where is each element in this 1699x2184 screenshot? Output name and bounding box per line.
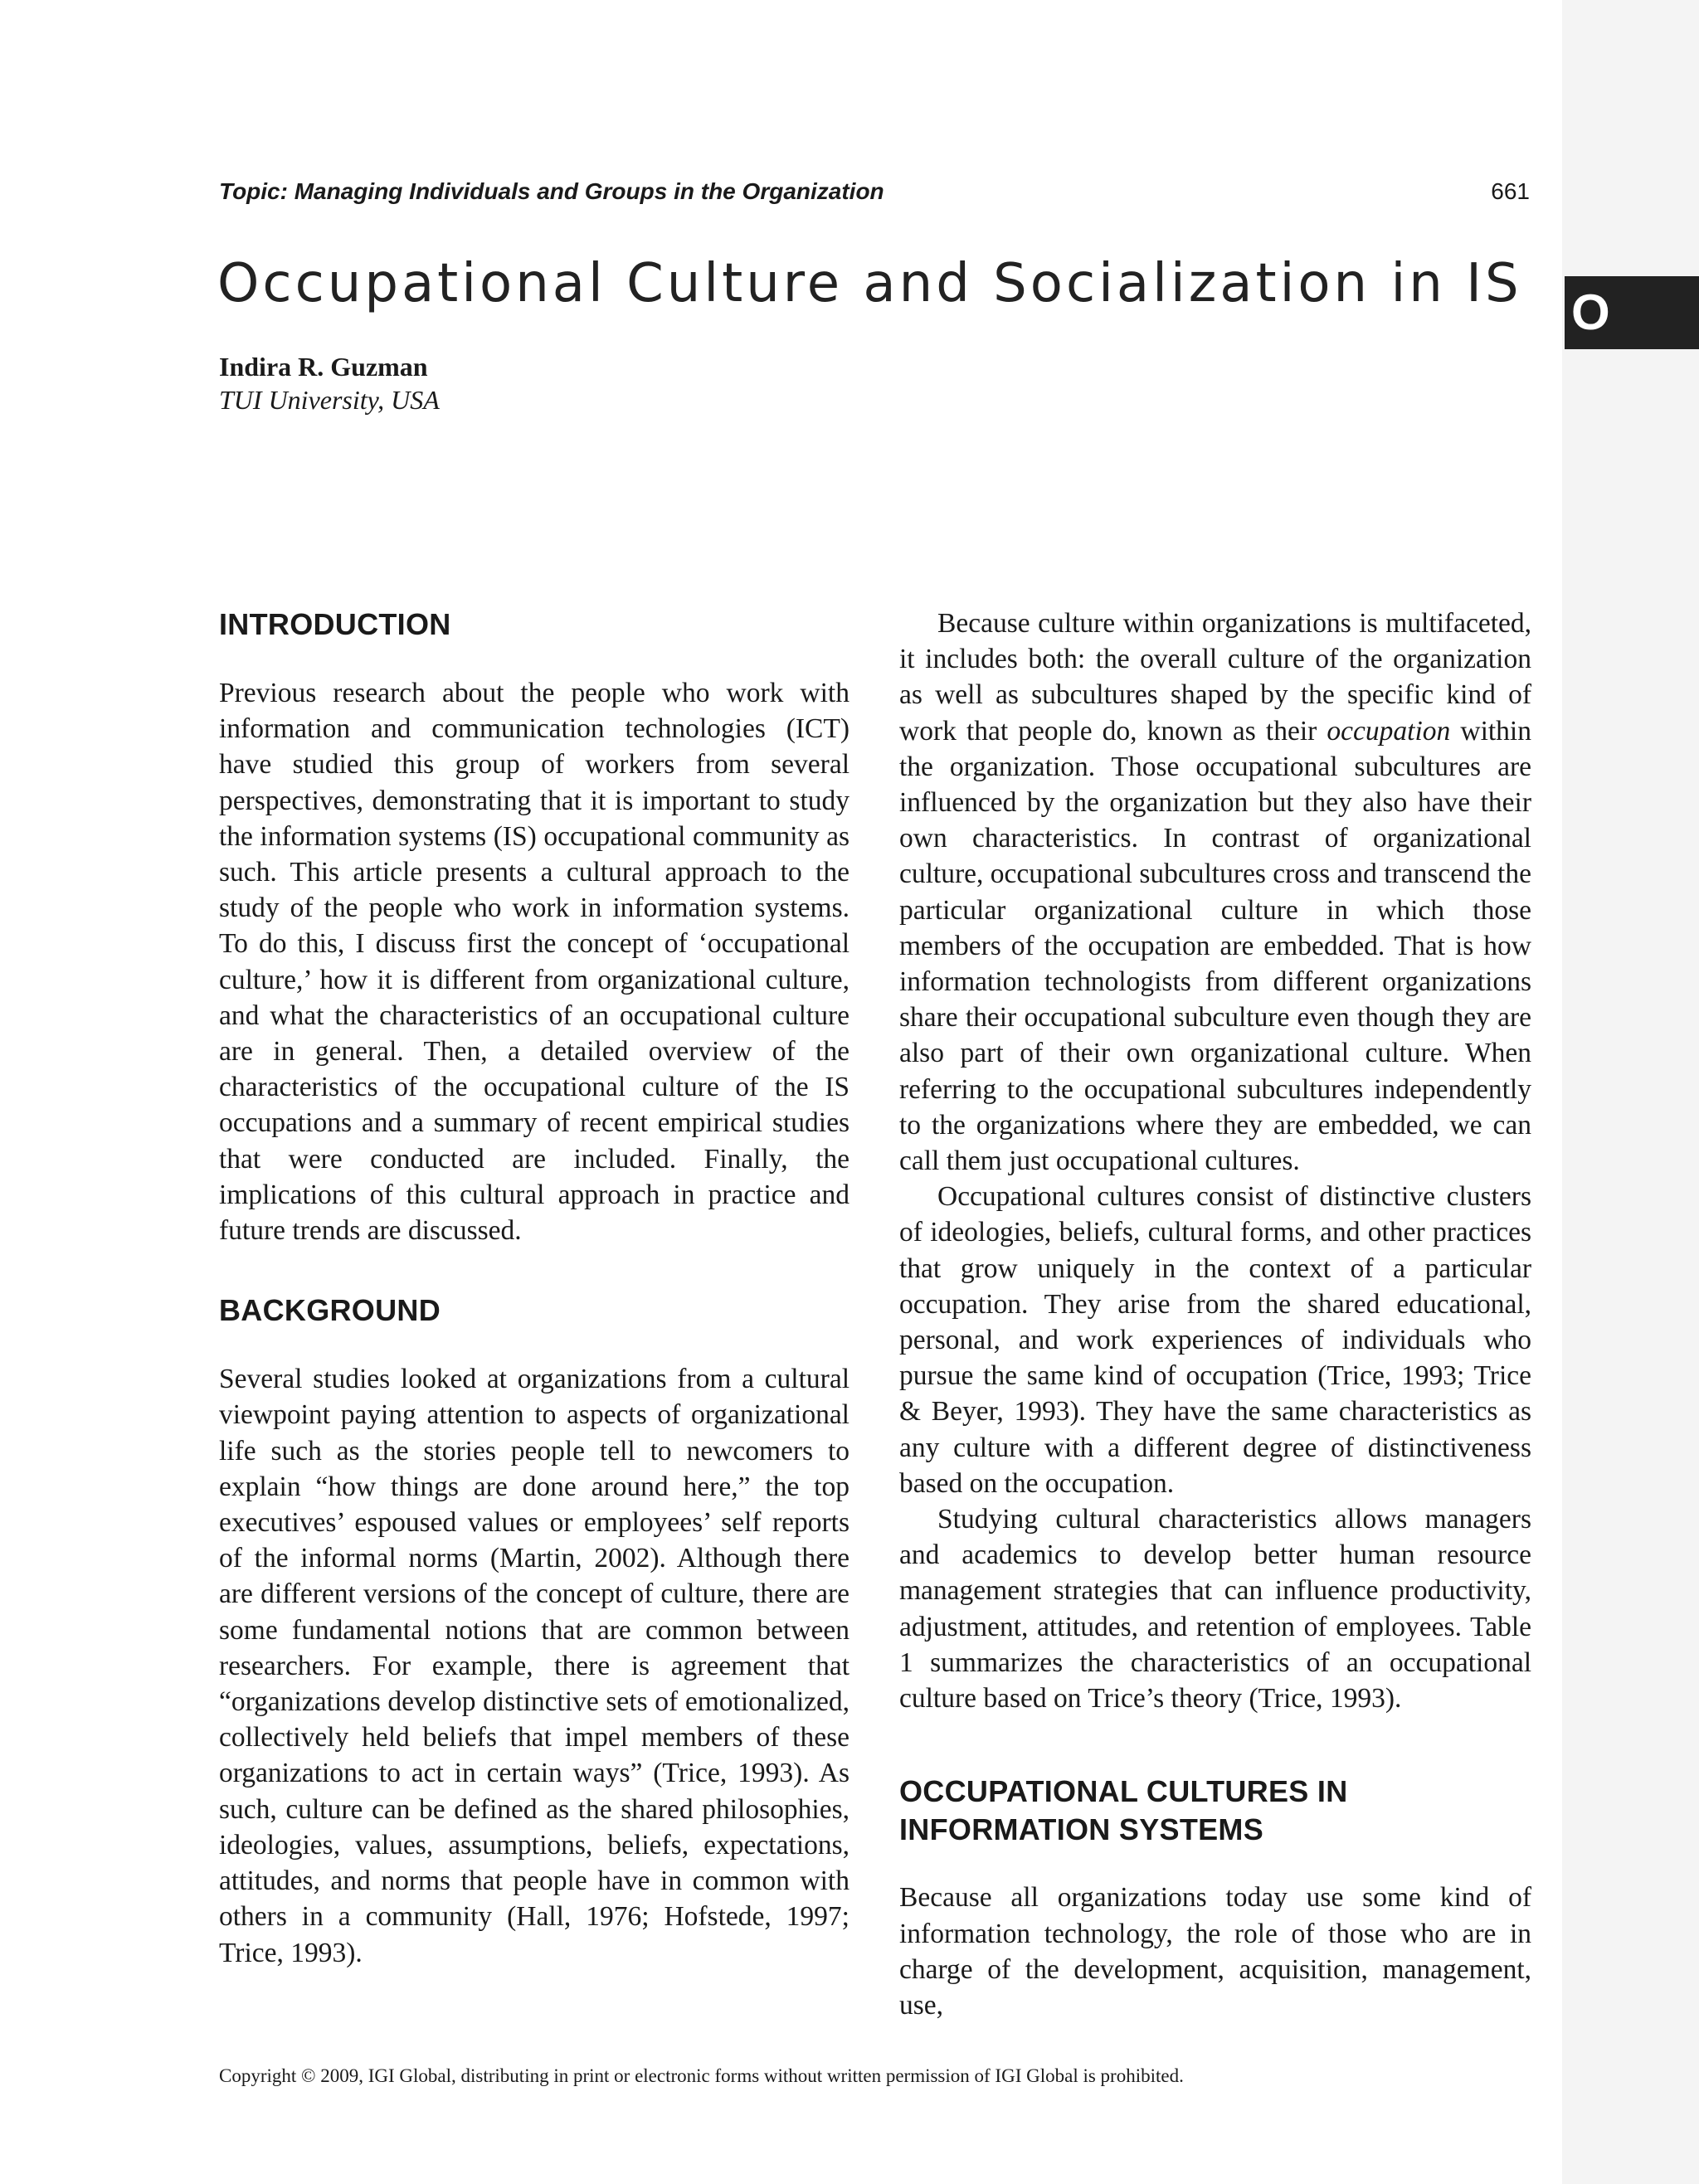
author-block xyxy=(219,350,440,416)
author-name: Indira R. Guzman xyxy=(219,352,428,382)
running-head xyxy=(219,178,1530,212)
occupational-heading-line1: OCCUPATIONAL CULTURES IN xyxy=(899,1774,1348,1809)
left-column xyxy=(219,606,850,1971)
introduction-paragraph: Previous research about the people who work with information and communication technologies (ICT) have studied this group of workers from several perspectives, demonstrating that it is important to study the information systems (IS) occupational community as such. This article presents a cultural approach to the study of the people who work in information systems. To do this, I discuss first the concept of ‘occupational culture,’ how it is different from organizational culture, and what the characteristics of an occupational culture are in general. Then, a detailed overview of the characteristics of the occupational culture of the IS occupations and a summary of recent empirical studies that were conducted are included. Finally, the implications of this cultural approach in practice and future trends are discussed. xyxy=(219,678,850,1247)
background-heading: BACKGROUND xyxy=(219,1293,441,1328)
occupation-emphasis: occupation xyxy=(1327,715,1451,747)
culture-paragraph-part1: Because culture within organizations is multifaceted, it includes both: the overall culture of the organization as well as subcultures shaped by the specific kind of work that people do, known as their xyxy=(899,608,1531,747)
occupational-section-paragraph: Because all organizations today use some kind of information technology, the role of those who are in charge of the development, acquisition, management, use, xyxy=(899,1882,1531,2021)
culture-paragraph-part2: within the organization. Those occupational subcultures are influenced by the organization but they also have their own characteristics. In contrast of organizational culture, occupational subcultures cross and transcend the particular organizational culture in which those members of the occupation are embedded. That is how information technologists from different organizations share their occupational subculture even though they are also part of their own organizational culture. When referring to the occupational subcultures independently to the organizations where they are embedded, we can call them just occupational cultures. xyxy=(899,715,1531,1177)
article-title: Occupational Culture and Socialization in IS xyxy=(217,253,1522,314)
right-column xyxy=(899,606,1531,2023)
background-paragraph: Several studies looked at organizations from a cultural viewpoint paying attention to aspects of organizational life such as the stories people tell to newcomers to explain “how things are done around here,” the top executives’ espoused values or employees’ self reports of the informal norms (Martin, 2002). Although there are different versions of the concept of culture, there are some fundamental notions that are common between researchers. For example, there is agreement that “organizations develop distinctive sets of emotionalized, collectively held beliefs that impel members of these organizations to act in certain ways” (Trice, 1993). As such, culture can be defined as the shared philosophies, ideologies, values, assumptions, beliefs, expectations, attitudes, and norms that people have in common with others in a community (Hall, 1976; Hofstede, 1997; Trice, 1993). xyxy=(219,1364,850,1968)
occupational-heading-line2: INFORMATION SYSTEMS xyxy=(899,1812,1264,1847)
occupational-cultures-paragraph: Occupational cultures consist of distinctive clusters of ideologies, beliefs, cultural forms, and other practices that grow uniquely in the context of a particular occupation. They arise from the shared educational, personal, and work experiences of individuals who pursue the same kind of occupation (Trice, 1993; Trice & Beyer, 1993). They have the same characteristics as any culture with a different degree of distinctiveness based on the occupation. xyxy=(899,1181,1531,1499)
occupational-cultures-heading xyxy=(899,1773,1531,1849)
section-thumb-tab: O xyxy=(1565,276,1699,349)
page-number: 661 xyxy=(1491,178,1530,204)
author-affiliation: TUI University, USA xyxy=(219,385,440,415)
cultural-characteristics-paragraph: Studying cultural characteristics allows managers and academics to develop better human resource management strategies that can influence productivity, adjustment, attitudes, and retention of employees. Table 1 summarizes the characteristics of an occupational culture based on Trice’s theory (Trice, 1993). xyxy=(899,1504,1531,1715)
topic-label: Topic: Managing Individuals and Groups in the Organization xyxy=(219,178,884,204)
culture-paragraph xyxy=(899,606,1531,1179)
introduction-heading: INTRODUCTION xyxy=(219,607,451,641)
copyright-footer: Copyright © 2009, IGI Global, distributing in print or electronic forms without written permission of IGI Global is prohibited. xyxy=(219,2065,1184,2086)
